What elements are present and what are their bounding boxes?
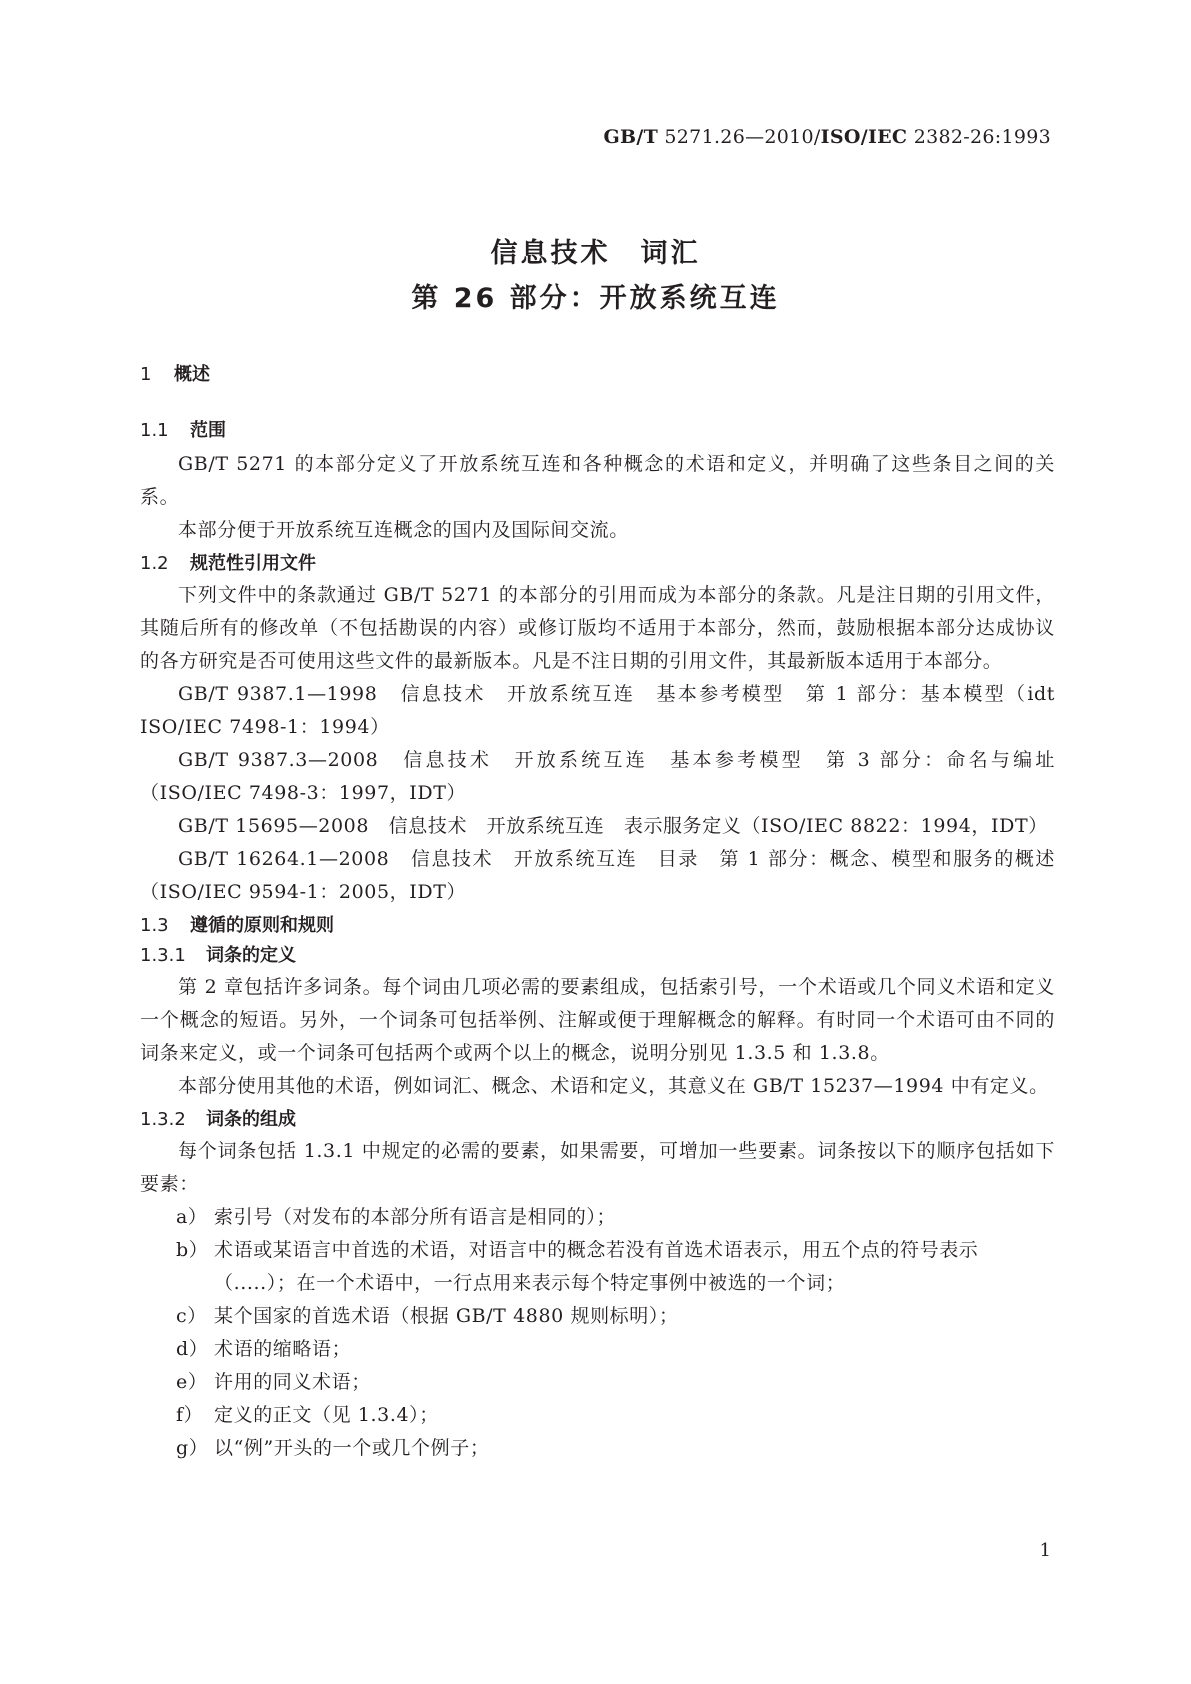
list-item: [140, 1399, 1055, 1432]
list-item: [140, 1201, 1055, 1234]
section-heading: [140, 549, 1055, 575]
section-title: 规范性引用文件: [190, 553, 316, 574]
paragraph: 每个词条包括 1.3.1 中规定的必需的要素，如果需要，可增加一些要素。词条按以下的顺序包括如下要素：: [140, 1140, 1055, 1195]
section-heading: [140, 911, 1055, 937]
list-text: 术语的缩略语；: [214, 1338, 352, 1360]
section-title: 词条的定义: [206, 945, 296, 966]
list-text: 许用的同义术语；: [214, 1371, 371, 1393]
document-body: [140, 360, 1055, 1465]
paragraph: GB/T 5271 的本部分定义了开放系统互连和各种概念的术语和定义，并明确了这些条目之间的关系。: [140, 453, 1055, 508]
list-marker: g）: [176, 1437, 209, 1459]
list-text: 术语或某语言中首选的术语，对语言中的概念若没有首选术语表示，用五个点的符号表示（.....）；在一个术语中，一行点用来表示每个特定事例中被选的一个词；: [214, 1239, 979, 1294]
reference-item: GB/T 15695—2008 信息技术 开放系统互连 表示服务定义（ISO/IEC 8822：1994，IDT）: [178, 815, 1048, 837]
list-marker: c）: [176, 1305, 207, 1327]
section-number: 1.3.2: [140, 1109, 186, 1130]
document-title: 信息技术 词汇: [490, 238, 701, 269]
list-item: [140, 1366, 1055, 1399]
paragraph: 下列文件中的条款通过 GB/T 5271 的本部分的引用而成为本部分的条款。凡是注日期的引用文件，其随后所有的修改单（不包括勘误的内容）或修订版均不适用于本部分，然而，鼓励根据本部分达成协议的各方研究是否可使用这些文件的最新版本。凡是不注日期的引用文件，其最新版本适用于本部分。: [140, 584, 1055, 672]
section-title: 范围: [190, 420, 226, 441]
iso-number: 2382-26:1993: [913, 126, 1051, 148]
section-number: 1.3: [140, 915, 169, 936]
std-number: 5271.26—2010/: [664, 126, 821, 148]
section-title: 遵循的原则和规则: [190, 915, 334, 936]
section-title: 概述: [174, 364, 210, 385]
section-title: 词条的组成: [206, 1109, 296, 1130]
section-number: 1.1: [140, 420, 169, 441]
document-subtitle: 第 26 部分：开放系统互连: [411, 283, 780, 314]
list-marker: d）: [176, 1338, 209, 1360]
list-marker: f）: [176, 1404, 204, 1426]
reference-item: GB/T 16264.1—2008 信息技术 开放系统互连 目录 第 1 部分：概念、模型和服务的概述（ISO/IEC 9594-1：2005，IDT）: [140, 848, 1055, 903]
reference-item: GB/T 9387.1—1998 信息技术 开放系统互连 基本参考模型 第 1 部分：基本模型（idt ISO/IEC 7498-1：1994）: [140, 683, 1055, 738]
paragraph: 本部分便于开放系统互连概念的国内及国际间交流。: [178, 519, 629, 541]
section-number: 1.2: [140, 553, 169, 574]
standard-number: [603, 126, 1051, 148]
reference-item: GB/T 9387.3—2008 信息技术 开放系统互连 基本参考模型 第 3 部分：命名与编址（ISO/IEC 7498-3：1997，IDT）: [140, 749, 1055, 804]
list-text: 某个国家的首选术语（根据 GB/T 4880 规则标明）；: [214, 1305, 679, 1327]
iso-prefix: ISO/IEC: [820, 126, 908, 148]
list-marker: b）: [176, 1239, 209, 1261]
section-heading: [140, 416, 1055, 442]
std-prefix: GB/T: [603, 126, 659, 148]
section-heading: [140, 360, 1055, 386]
section-heading: [140, 941, 1055, 967]
list-item: [140, 1333, 1055, 1366]
list-text: 定义的正文（见 1.3.4）；: [214, 1404, 439, 1426]
section-heading: [140, 1105, 1055, 1131]
list-marker: e）: [176, 1371, 208, 1393]
section-number: 1.3.1: [140, 945, 186, 966]
list-item: [140, 1234, 1055, 1300]
list-item: [140, 1300, 1055, 1333]
section-number: 1: [140, 364, 152, 385]
list-item: [140, 1432, 1055, 1465]
list-marker: a）: [176, 1206, 208, 1228]
list-text: 以“例”开头的一个或几个例子；: [214, 1437, 490, 1459]
paragraph: 本部分使用其他的术语，例如词汇、概念、术语和定义，其意义在 GB/T 15237—1994 中有定义。: [178, 1075, 1049, 1097]
page-number: 1: [1039, 1540, 1051, 1561]
list-text: 索引号（对发布的本部分所有语言是相同的）；: [214, 1206, 617, 1228]
paragraph: 第 2 章包括许多词条。每个词由几项必需的要素组成，包括索引号，一个术语或几个同义术语和定义一个概念的短语。另外，一个词条可包括举例、注解或便于理解概念的解释。有时同一个术语可由不同的词条来定义，或一个词条可包括两个或两个以上的概念，说明分别见 1.3.5 和 1.3.8。: [140, 976, 1055, 1064]
